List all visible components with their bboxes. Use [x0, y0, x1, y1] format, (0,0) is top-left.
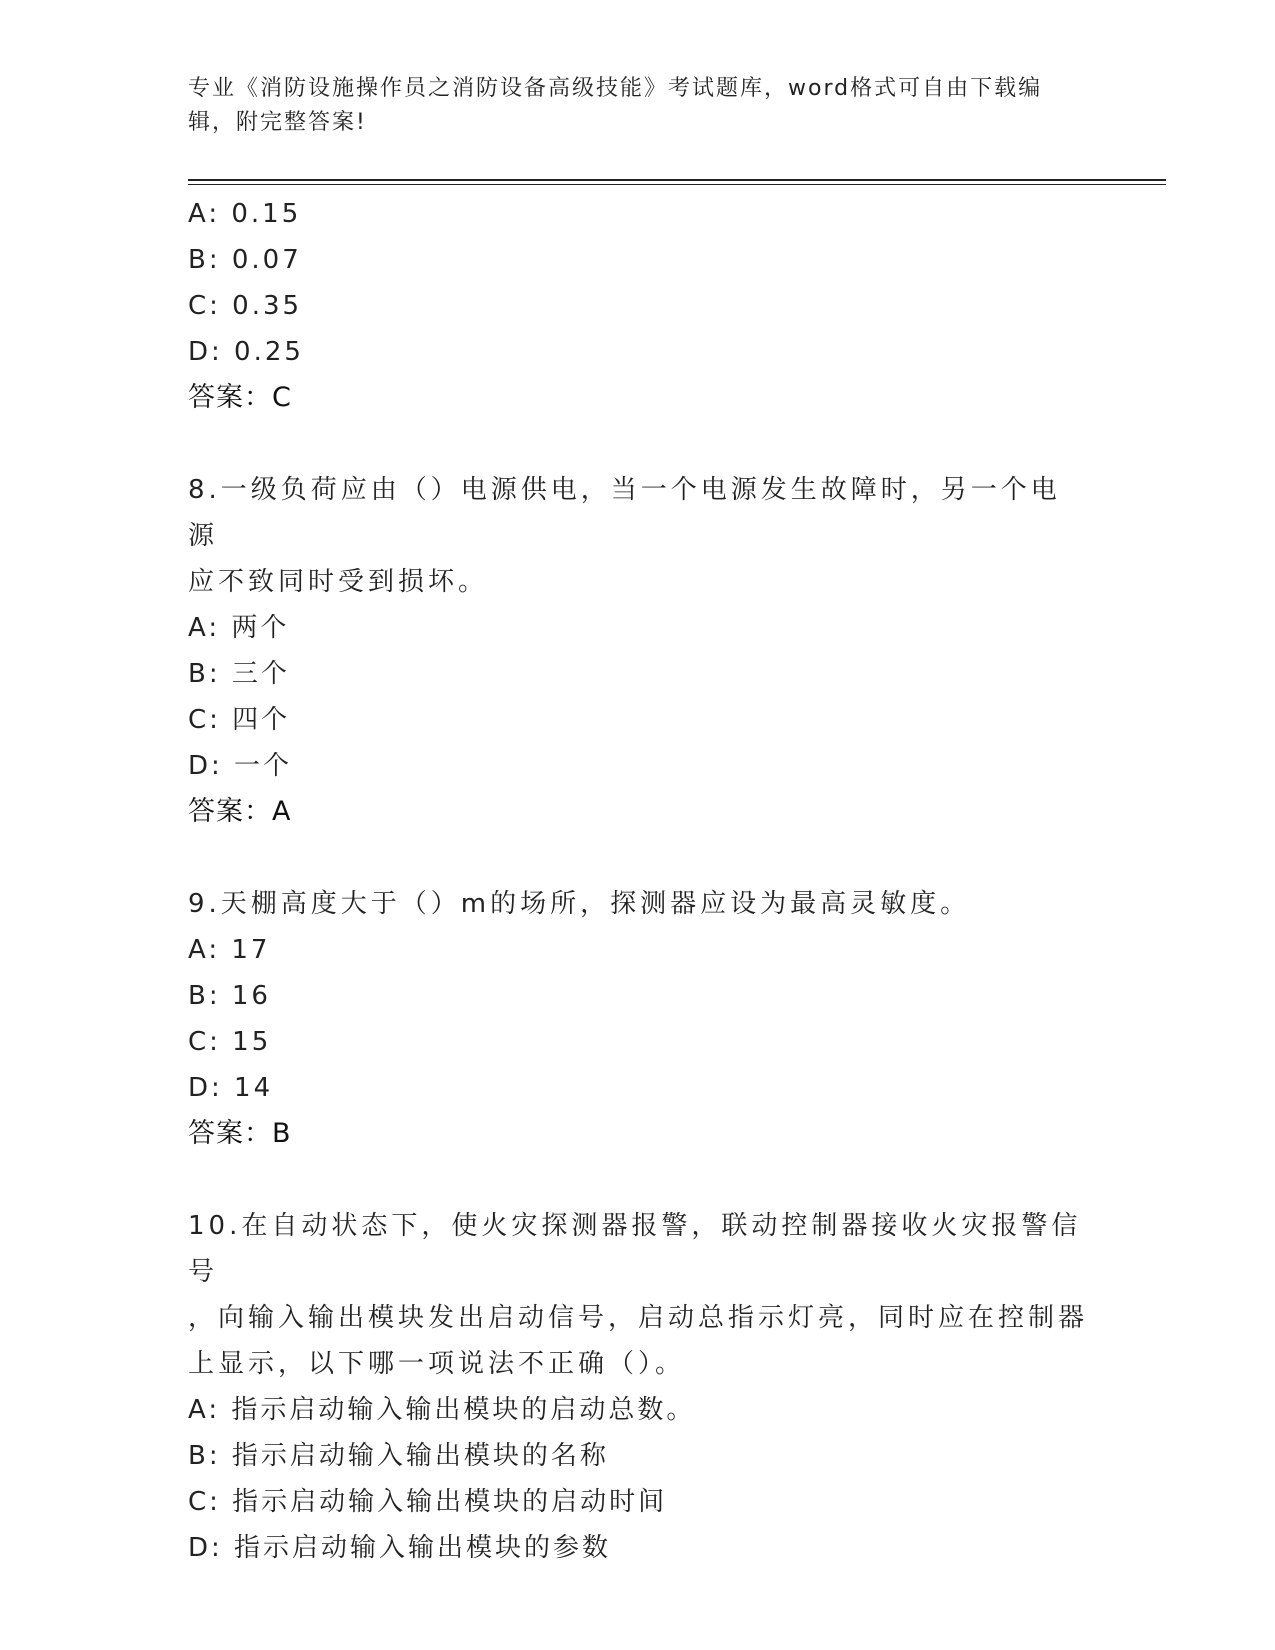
option-b: B: 16 — [188, 981, 271, 1011]
header-line-1: 专业《消防设施操作员之消防设备高级技能》考试题库，word格式可自由下载编 — [188, 76, 1043, 101]
question-8-block — [188, 467, 1088, 835]
option-d: D: 0.25 — [188, 337, 304, 367]
option-a: A: 两个 — [188, 613, 290, 643]
answer-line: 答案：A — [188, 796, 292, 827]
header-line-2: 辑，附完整答案! — [188, 110, 367, 135]
question-10-block — [188, 1203, 1088, 1571]
question-stem-line-3: 上显示，以下哪一项说法不正确（）。 — [188, 1349, 686, 1379]
option-a: A: 指示启动输入输出模块的启动总数。 — [188, 1395, 696, 1425]
option-c: C: 0.35 — [188, 291, 303, 321]
spacer — [188, 1157, 1088, 1203]
answer-line: 答案：C — [188, 382, 292, 413]
answer-line: 答案：B — [188, 1118, 292, 1149]
option-c: C: 指示启动输入输出模块的启动时间 — [188, 1487, 668, 1517]
question-stem-line-1: 8.一级负荷应由（）电源供电，当一个电源发生故障时，另一个电源 — [188, 475, 1061, 551]
question-stem — [188, 1203, 1088, 1387]
option-b: B: 0.07 — [188, 245, 302, 275]
header-rule-thin — [188, 184, 1166, 185]
question-content — [188, 191, 1088, 1571]
question-stem-line-1: 10.在自动状态下，使火灾探测器报警，联动控制器接收火灾报警信号 — [188, 1211, 1082, 1287]
option-c: C: 四个 — [188, 705, 291, 735]
question-stem — [188, 467, 1088, 605]
option-a: A: 0.15 — [188, 199, 302, 229]
spacer — [188, 421, 1088, 467]
question-stem-line-2: 应不致同时受到损坏。 — [188, 567, 489, 597]
option-c: C: 15 — [188, 1027, 272, 1057]
question-7-block — [188, 191, 1088, 421]
header-rule-thick — [188, 179, 1166, 181]
question-stem-line-2: ，向输入输出模块发出启动信号，启动总指示灯亮，同时应在控制器 — [188, 1303, 1089, 1333]
option-d: D: 指示启动输入输出模块的参数 — [188, 1533, 612, 1563]
spacer — [188, 835, 1088, 881]
question-stem — [188, 881, 1088, 927]
option-d: D: 一个 — [188, 751, 293, 781]
question-9-block — [188, 881, 1088, 1157]
option-a: A: 17 — [188, 935, 271, 965]
document-header — [188, 72, 1068, 140]
option-b: B: 指示启动输入输出模块的名称 — [188, 1441, 609, 1471]
option-d: D: 14 — [188, 1073, 274, 1103]
option-b: B: 三个 — [188, 659, 290, 689]
question-stem-line-1: 9.天棚高度大于（）m的场所，探测器应设为最高灵敏度。 — [188, 889, 971, 919]
